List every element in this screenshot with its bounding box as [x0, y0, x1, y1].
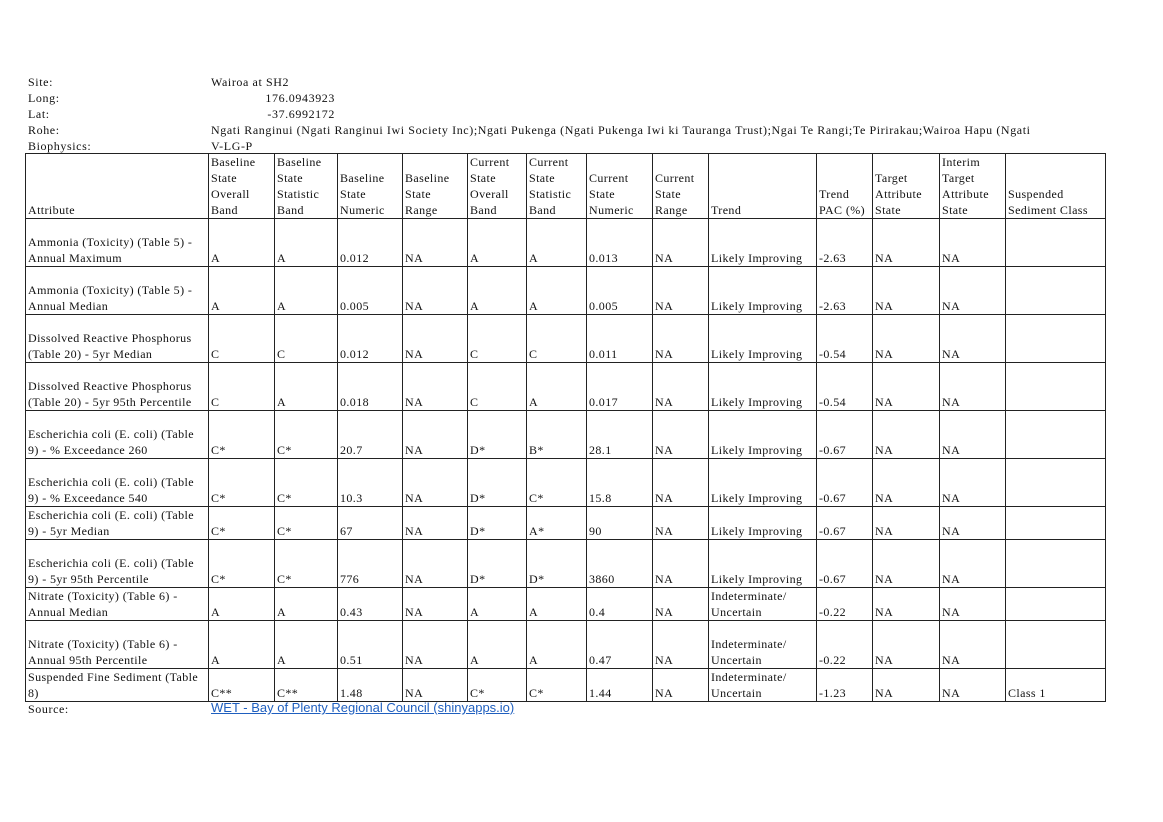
table-cell: A: [275, 588, 338, 621]
table-cell: 28.1: [587, 411, 653, 459]
table-cell: [1006, 411, 1106, 459]
table-cell: 0.43: [338, 588, 403, 621]
table-cell: D*: [468, 411, 527, 459]
table-cell: 0.005: [338, 267, 403, 315]
table-cell: C: [209, 315, 275, 363]
table-cell: [1006, 459, 1106, 507]
table-cell: [1006, 540, 1106, 588]
table-cell: NA: [653, 540, 709, 588]
table-cell: A: [468, 219, 527, 267]
table-cell: NA: [940, 621, 1006, 669]
table-cell: NA: [403, 267, 468, 315]
table-cell: Ammonia (Toxicity) (Table 5) - Annual Median: [26, 267, 209, 315]
long-value: 176.0943923: [265, 91, 335, 105]
table-cell: 0.51: [338, 621, 403, 669]
table-cell: 0.017: [587, 363, 653, 411]
table-cell: NA: [940, 540, 1006, 588]
table-cell: D*: [468, 459, 527, 507]
table-cell: A: [209, 219, 275, 267]
table-cell: NA: [403, 540, 468, 588]
table-cell: Dissolved Reactive Phosphorus (Table 20) - 5yr 95th Percentile: [26, 363, 209, 411]
table-cell: [1006, 315, 1106, 363]
table-cell: C: [468, 315, 527, 363]
table-cell: A: [527, 363, 587, 411]
table-cell: Indeterminate/ Uncertain: [709, 669, 817, 702]
table-cell: 0.012: [338, 315, 403, 363]
table-cell: 1.48: [338, 669, 403, 702]
table-cell: C: [209, 363, 275, 411]
table-cell: -0.22: [817, 621, 873, 669]
table-cell: C*: [275, 540, 338, 588]
table-cell: NA: [403, 411, 468, 459]
column-header: Current State Range: [653, 154, 709, 219]
table-cell: -2.63: [817, 267, 873, 315]
table-cell: NA: [403, 315, 468, 363]
attribute-state-table: [25, 153, 1106, 702]
site-label: Site:: [28, 75, 54, 89]
table-cell: NA: [940, 507, 1006, 540]
table-cell: 15.8: [587, 459, 653, 507]
table-cell: NA: [940, 315, 1006, 363]
table-cell: -0.67: [817, 411, 873, 459]
table-cell: -0.54: [817, 315, 873, 363]
table-cell: A: [468, 621, 527, 669]
table-cell: A: [527, 621, 587, 669]
table-cell: A: [527, 267, 587, 315]
source-link[interactable]: WET - Bay of Plenty Regional Council (shinyapps.io): [211, 700, 515, 715]
column-header: Interim Target Attribute State: [940, 154, 1006, 219]
table-cell: 0.011: [587, 315, 653, 363]
table-cell: Escherichia coli (E. coli) (Table 9) - 5yr 95th Percentile: [26, 540, 209, 588]
table-cell: Escherichia coli (E. coli) (Table 9) - 5yr Median: [26, 507, 209, 540]
table-cell: C**: [209, 669, 275, 702]
table-header-row: [26, 154, 1106, 219]
table-cell: NA: [653, 459, 709, 507]
table-cell: Suspended Fine Sediment (Table 8): [26, 669, 209, 702]
table-cell: NA: [940, 219, 1006, 267]
column-header: Current State Overall Band: [468, 154, 527, 219]
table-cell: C*: [275, 507, 338, 540]
table-cell: NA: [653, 411, 709, 459]
table-cell: 67: [338, 507, 403, 540]
table-cell: 0.013: [587, 219, 653, 267]
table-cell: NA: [653, 621, 709, 669]
table-row: [26, 219, 1106, 267]
column-header: Baseline State Range: [403, 154, 468, 219]
table-cell: 90: [587, 507, 653, 540]
table-cell: A: [209, 588, 275, 621]
table-cell: Nitrate (Toxicity) (Table 6) - Annual 95th Percentile: [26, 621, 209, 669]
table-row: [26, 540, 1106, 588]
table-cell: Nitrate (Toxicity) (Table 6) - Annual Median: [26, 588, 209, 621]
table-cell: NA: [940, 363, 1006, 411]
table-cell: A*: [527, 507, 587, 540]
table-cell: Likely Improving: [709, 459, 817, 507]
column-header: Target Attribute State: [873, 154, 940, 219]
table-cell: C: [527, 315, 587, 363]
table-cell: Likely Improving: [709, 507, 817, 540]
table-cell: NA: [873, 669, 940, 702]
table-cell: Likely Improving: [709, 315, 817, 363]
table-cell: A: [275, 219, 338, 267]
table-cell: -0.54: [817, 363, 873, 411]
lat-label: Lat:: [28, 107, 50, 121]
table-cell: Indeterminate/ Uncertain: [709, 621, 817, 669]
biophysics-value: V-LG-P: [211, 139, 253, 153]
table-cell: -0.67: [817, 459, 873, 507]
table-cell: C*: [527, 669, 587, 702]
table-cell: C*: [275, 411, 338, 459]
table-cell: Class 1: [1006, 669, 1106, 702]
table-cell: A: [209, 267, 275, 315]
table-cell: [1006, 588, 1106, 621]
table-cell: NA: [403, 459, 468, 507]
table-cell: Dissolved Reactive Phosphorus (Table 20) - 5yr Median: [26, 315, 209, 363]
table-row: [26, 621, 1106, 669]
table-cell: NA: [873, 363, 940, 411]
table-cell: A: [275, 363, 338, 411]
table-cell: NA: [873, 315, 940, 363]
table-cell: D*: [468, 540, 527, 588]
table-cell: [1006, 219, 1106, 267]
biophysics-label: Biophysics:: [28, 139, 92, 153]
table-cell: NA: [653, 219, 709, 267]
table-cell: [1006, 267, 1106, 315]
table-row: [26, 669, 1106, 702]
column-header: Current State Statistic Band: [527, 154, 587, 219]
table-cell: C: [468, 363, 527, 411]
table-cell: A: [209, 621, 275, 669]
table-cell: [1006, 621, 1106, 669]
table-cell: 10.3: [338, 459, 403, 507]
table-cell: NA: [940, 267, 1006, 315]
table-cell: NA: [403, 621, 468, 669]
table-cell: Likely Improving: [709, 267, 817, 315]
table-cell: C*: [527, 459, 587, 507]
table-cell: NA: [873, 411, 940, 459]
table-cell: -2.63: [817, 219, 873, 267]
table-cell: Likely Improving: [709, 219, 817, 267]
table-cell: 0.018: [338, 363, 403, 411]
table-cell: NA: [653, 507, 709, 540]
table-cell: [1006, 363, 1106, 411]
table-cell: Likely Improving: [709, 411, 817, 459]
table-cell: [1006, 507, 1106, 540]
table-cell: D*: [468, 507, 527, 540]
column-header: Attribute: [26, 154, 209, 219]
table-cell: B*: [527, 411, 587, 459]
table-row: [26, 459, 1106, 507]
table-cell: NA: [403, 588, 468, 621]
table-cell: NA: [653, 669, 709, 702]
table-cell: -0.22: [817, 588, 873, 621]
table-cell: NA: [403, 219, 468, 267]
table-cell: -0.67: [817, 540, 873, 588]
table-cell: NA: [403, 507, 468, 540]
table-cell: NA: [940, 588, 1006, 621]
table-cell: NA: [873, 621, 940, 669]
site-value: Wairoa at SH2: [211, 75, 290, 89]
column-header: Baseline State Numeric: [338, 154, 403, 219]
table-cell: D*: [527, 540, 587, 588]
column-header: Baseline State Overall Band: [209, 154, 275, 219]
table-cell: C*: [209, 540, 275, 588]
table-cell: 3860: [587, 540, 653, 588]
table-cell: NA: [873, 588, 940, 621]
table-cell: 776: [338, 540, 403, 588]
table-cell: NA: [653, 267, 709, 315]
table-row: [26, 507, 1106, 540]
table-cell: NA: [403, 669, 468, 702]
table-cell: C*: [468, 669, 527, 702]
table-cell: -1.23: [817, 669, 873, 702]
table-cell: Escherichia coli (E. coli) (Table 9) - % Exceedance 540: [26, 459, 209, 507]
lat-value: -37.6992172: [267, 107, 335, 121]
table-cell: NA: [653, 315, 709, 363]
table-cell: -0.67: [817, 507, 873, 540]
table-cell: C*: [209, 459, 275, 507]
table-cell: A: [527, 588, 587, 621]
table-cell: NA: [873, 219, 940, 267]
table-cell: C**: [275, 669, 338, 702]
table-cell: Ammonia (Toxicity) (Table 5) - Annual Maximum: [26, 219, 209, 267]
table-cell: A: [275, 621, 338, 669]
table-cell: Likely Improving: [709, 363, 817, 411]
table-cell: NA: [940, 459, 1006, 507]
table-row: [26, 411, 1106, 459]
table-cell: NA: [403, 363, 468, 411]
column-header: Baseline State Statistic Band: [275, 154, 338, 219]
table-cell: NA: [873, 540, 940, 588]
table-cell: C*: [209, 507, 275, 540]
table-row: [26, 588, 1106, 621]
table-cell: Escherichia coli (E. coli) (Table 9) - % Exceedance 260: [26, 411, 209, 459]
table-cell: NA: [940, 669, 1006, 702]
table-cell: A: [275, 267, 338, 315]
table-cell: 20.7: [338, 411, 403, 459]
table-cell: NA: [873, 267, 940, 315]
table-cell: NA: [653, 588, 709, 621]
table-row: [26, 315, 1106, 363]
table-cell: NA: [873, 459, 940, 507]
table-cell: 0.012: [338, 219, 403, 267]
table-cell: 1.44: [587, 669, 653, 702]
column-header: Suspended Sediment Class: [1006, 154, 1106, 219]
table-cell: 0.47: [587, 621, 653, 669]
column-header: Trend: [709, 154, 817, 219]
source-label: Source:: [28, 702, 69, 716]
column-header: Trend PAC (%): [817, 154, 873, 219]
table-cell: 0.005: [587, 267, 653, 315]
long-label: Long:: [28, 91, 60, 105]
table-cell: 0.4: [587, 588, 653, 621]
table-cell: NA: [940, 411, 1006, 459]
table-row: [26, 363, 1106, 411]
rohe-value: Ngati Ranginui (Ngati Ranginui Iwi Society Inc);Ngati Pukenga (Ngati Pukenga Iwi ki Tauranga Trust);Ngai Te Rangi;Te Pirirakau;Wairoa Hapu (Ngati: [211, 123, 1031, 137]
table-cell: C*: [275, 459, 338, 507]
table-row: [26, 267, 1106, 315]
column-header: Current State Numeric: [587, 154, 653, 219]
table-cell: Indeterminate/ Uncertain: [709, 588, 817, 621]
table-cell: Likely Improving: [709, 540, 817, 588]
table-cell: A: [527, 219, 587, 267]
table-cell: A: [468, 588, 527, 621]
table-cell: NA: [653, 363, 709, 411]
rohe-label: Rohe:: [28, 123, 60, 137]
table-cell: A: [468, 267, 527, 315]
table-cell: NA: [873, 507, 940, 540]
table-cell: C*: [209, 411, 275, 459]
table-cell: C: [275, 315, 338, 363]
